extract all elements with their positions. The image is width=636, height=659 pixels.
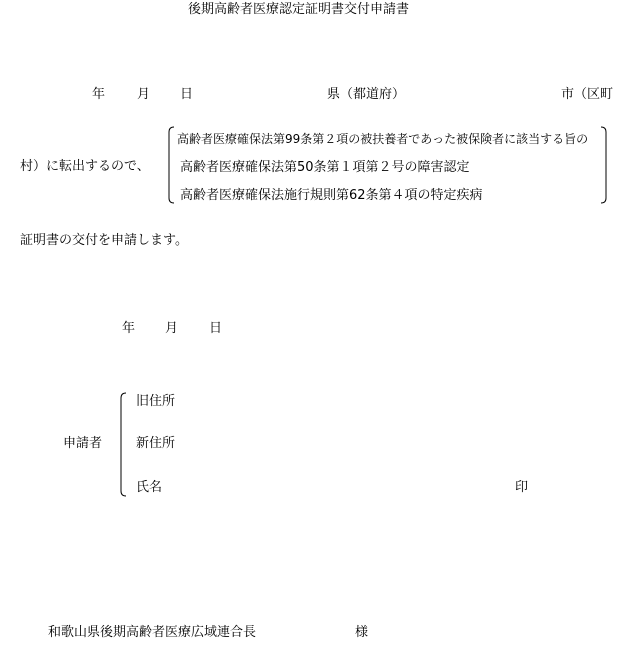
old-address-label: 旧住所 (136, 394, 176, 409)
date-day-1: 日 (180, 87, 194, 102)
date-day-2: 日 (209, 321, 223, 336)
transfer-text: 村）に転出するので、 (20, 159, 150, 174)
addressee: 和歌山県後期高齢者医療広域連合長 (48, 625, 257, 640)
honorific: 様 (355, 625, 369, 640)
reason-item-1: 高齢者医療確保法第99条第２項の被扶養者であった被保険者に該当する旨の (177, 132, 589, 146)
city-label: 市（区町 (561, 87, 614, 102)
reason-item-3: 高齢者医療確保法施行規則第62条第４項の特定疾病 (180, 188, 483, 203)
reasons-left-bracket (166, 126, 176, 204)
request-text: 証明書の交付を申請します。 (20, 233, 188, 248)
document-title: 後期高齢者医療認定証明書交付申請書 (188, 2, 410, 17)
date-year-1: 年 (92, 87, 106, 102)
date-year-2: 年 (122, 321, 136, 336)
date-month-2: 月 (165, 321, 179, 336)
prefecture-label: 県（都道府） (327, 87, 406, 102)
seal-mark: 印 (515, 480, 529, 495)
applicant-label: 申請者 (63, 436, 103, 451)
date-month-1: 月 (137, 87, 151, 102)
name-label: 氏名 (136, 480, 163, 495)
reasons-right-bracket (600, 126, 610, 204)
applicant-bracket (118, 392, 128, 498)
new-address-label: 新住所 (136, 436, 176, 451)
reason-item-2: 高齢者医療確保法第50条第１項第２号の障害認定 (180, 160, 470, 175)
